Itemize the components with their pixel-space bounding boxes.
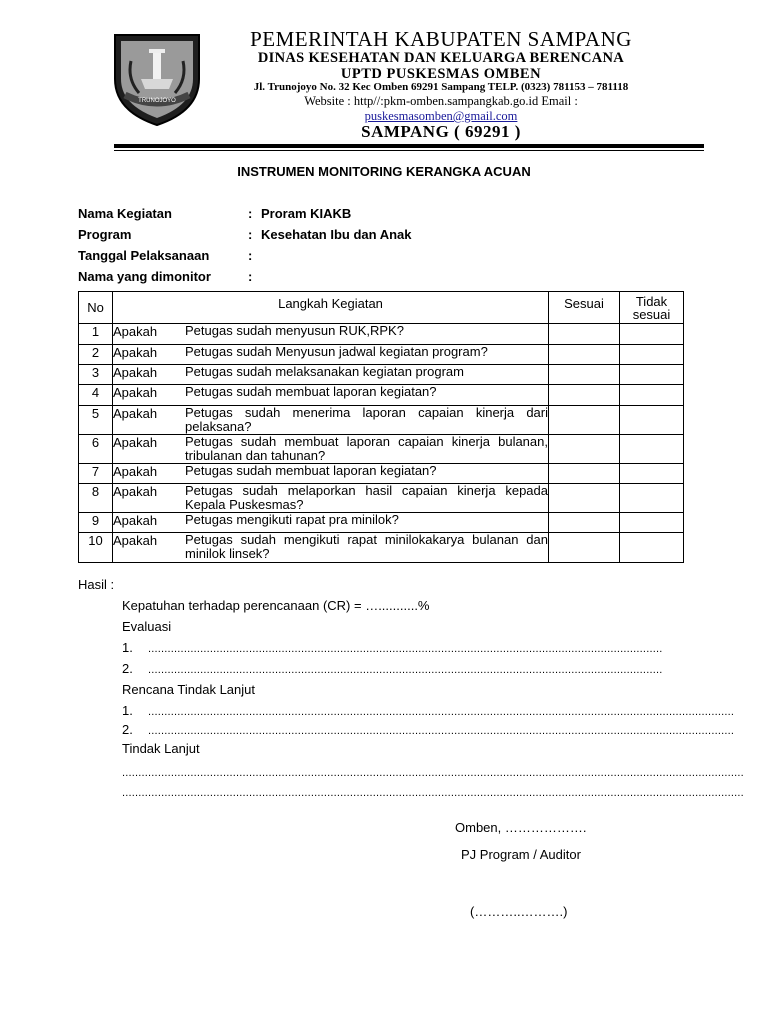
signature-name-blank[interactable]: (………..……….) [470, 904, 568, 919]
hasil-label: Hasil : [78, 577, 115, 592]
tidak-sesuai-checkbox-cell[interactable] [620, 435, 684, 464]
tidak-sesuai-checkbox-cell[interactable] [620, 464, 684, 484]
sampang-emblem-icon [111, 31, 203, 127]
header-department: DINAS KESEHATAN DAN KELUARGA BERENCANA [257, 50, 625, 66]
header-government: PEMERINTAH KABUPATEN SAMPANG [250, 27, 632, 51]
signature-place-date: Omben, ………………. [455, 820, 587, 835]
info-value: Proram KIAKB [261, 206, 352, 221]
table-row [79, 385, 684, 406]
sesuai-checkbox-cell[interactable] [549, 435, 620, 464]
tidak-sesuai-checkbox-cell[interactable] [620, 385, 684, 406]
row-text: Petugas sudah membuat laporan kegiatan? [185, 463, 437, 478]
table-row [79, 435, 684, 464]
evaluasi-item-2-number: 2. [122, 661, 133, 676]
table-row [79, 345, 684, 365]
row-prefix: Apakah [113, 385, 158, 400]
monitoring-table [78, 291, 684, 563]
evaluasi-item-2-blank[interactable]: .............................................................................................................................................................. [148, 664, 663, 676]
svg-text:TRUNOJOYO: TRUNOJOYO [138, 98, 176, 104]
col-header-tidak-sesuai: Tidak sesuai [620, 292, 684, 324]
tindak-lanjut-blank-1[interactable]: ............................................................................................................................................................................................... [122, 767, 744, 779]
info-label: Program [78, 227, 132, 242]
row-text: Petugas sudah membuat laporan kegiatan? [185, 384, 437, 399]
row-text: Petugas sudah melaksanakan kegiatan program [185, 364, 464, 379]
table-row [79, 484, 684, 513]
row-prefix: Apakah [113, 513, 158, 528]
row-prefix: Apakah [113, 345, 158, 360]
row-text: Petugas mengikuti rapat pra minilok? [185, 512, 399, 527]
sesuai-checkbox-cell[interactable] [549, 533, 620, 563]
cr-compliance-line: Kepatuhan terhadap perencanaan (CR) = …...........% [122, 598, 430, 613]
row-prefix: Apakah [113, 435, 158, 450]
tidak-sesuai-checkbox-cell[interactable] [620, 513, 684, 533]
row-prefix: Apakah [113, 365, 158, 380]
tindak-lanjut-heading: Tindak Lanjut [122, 741, 200, 756]
evaluasi-heading: Evaluasi [122, 619, 172, 634]
table-row [79, 464, 684, 484]
header-address: Jl. Trunojoyo No. 32 Kec Omben 69291 Sampang TELP. (0323) 781153 – 781118 [253, 81, 629, 93]
header-divider-thick [114, 144, 704, 148]
row-number: 7 [79, 464, 113, 484]
sesuai-checkbox-cell[interactable] [549, 513, 620, 533]
row-prefix: Apakah [113, 324, 158, 339]
sesuai-checkbox-cell[interactable] [549, 484, 620, 513]
header-email-link[interactable]: puskesmasomben@gmail.com [364, 109, 518, 123]
header-puskesmas: UPTD PUSKESMAS OMBEN [340, 66, 542, 82]
rtl-item-2-number: 2. [122, 722, 133, 737]
header-website: Website : http//:pkm-omben.sampangkab.go.id Email : [304, 94, 578, 108]
tidak-sesuai-checkbox-cell[interactable] [620, 345, 684, 365]
table-row [79, 533, 684, 563]
evaluasi-item-1-blank[interactable]: .............................................................................................................................................................. [148, 643, 663, 655]
row-number: 9 [79, 513, 113, 533]
row-number: 1 [79, 324, 113, 345]
row-text: Petugas sudah mengikuti rapat minilokakarya bulanan dan minilok linsek? [185, 532, 548, 561]
sesuai-checkbox-cell[interactable] [549, 385, 620, 406]
table-row [79, 365, 684, 385]
row-number: 6 [79, 435, 113, 464]
row-number: 10 [79, 533, 113, 563]
info-value: Kesehatan Ibu dan Anak [261, 227, 412, 242]
regency-logo [111, 31, 203, 127]
table-row [79, 324, 684, 345]
tidak-sesuai-checkbox-cell[interactable] [620, 533, 684, 563]
row-number: 4 [79, 385, 113, 406]
rtl-heading: Rencana Tindak Lanjut [122, 682, 255, 697]
row-text: Petugas sudah menyusun RUK,RPK? [185, 323, 404, 338]
evaluasi-item-1-number: 1. [122, 640, 133, 655]
info-label: Nama yang dimonitor [78, 269, 211, 284]
signature-role: PJ Program / Auditor [461, 847, 581, 862]
row-text: Petugas sudah membuat laporan capaian kinerja bulanan, tribulanan dan tahunan? [185, 434, 548, 463]
header-city: SAMPANG ( 69291 ) [361, 122, 521, 141]
rtl-item-1-number: 1. [122, 703, 133, 718]
row-text: Petugas sudah Menyusun jadwal kegiatan program? [185, 344, 488, 359]
row-prefix: Apakah [113, 484, 158, 499]
col-header-no: No [79, 292, 113, 324]
header-divider-thin [114, 150, 704, 151]
row-text: Petugas sudah menerima laporan capaian kinerja dari pelaksana? [185, 405, 548, 434]
table-row [79, 513, 684, 533]
table-header-row [79, 292, 684, 324]
row-prefix: Apakah [113, 406, 158, 421]
row-text: Petugas sudah melaporkan hasil capaian kinerja kepada Kepala Puskesmas? [185, 483, 548, 512]
info-colon: : [248, 248, 253, 263]
row-number: 5 [79, 406, 113, 435]
row-number: 3 [79, 365, 113, 385]
row-number: 8 [79, 484, 113, 513]
info-label: Tanggal Pelaksanaan [78, 248, 210, 263]
tindak-lanjut-blank-2[interactable]: ............................................................................................................................................................................................... [122, 787, 744, 799]
row-prefix: Apakah [113, 464, 158, 479]
sesuai-checkbox-cell[interactable] [549, 345, 620, 365]
col-header-step: Langkah Kegiatan [113, 292, 549, 324]
col-header-sesuai: Sesuai [549, 292, 620, 324]
document-title: INSTRUMEN MONITORING KERANGKA ACUAN [237, 164, 531, 179]
sesuai-checkbox-cell[interactable] [549, 365, 620, 385]
row-prefix: Apakah [113, 533, 158, 548]
info-colon: : [248, 269, 253, 284]
sesuai-checkbox-cell[interactable] [549, 464, 620, 484]
rtl-item-2-blank[interactable]: .................................................................................................................................................................................... [148, 725, 735, 737]
tidak-sesuai-checkbox-cell[interactable] [620, 365, 684, 385]
table-row [79, 406, 684, 435]
info-colon: : [248, 206, 253, 221]
info-colon: : [248, 227, 253, 242]
row-number: 2 [79, 345, 113, 365]
tidak-sesuai-checkbox-cell[interactable] [620, 324, 684, 345]
sesuai-checkbox-cell[interactable] [549, 406, 620, 435]
tidak-sesuai-checkbox-cell[interactable] [620, 406, 684, 435]
info-label: Nama Kegiatan [78, 206, 172, 221]
rtl-item-1-blank[interactable]: .................................................................................................................................................................................... [148, 706, 735, 718]
sesuai-checkbox-cell[interactable] [549, 324, 620, 345]
tidak-sesuai-checkbox-cell[interactable] [620, 484, 684, 513]
